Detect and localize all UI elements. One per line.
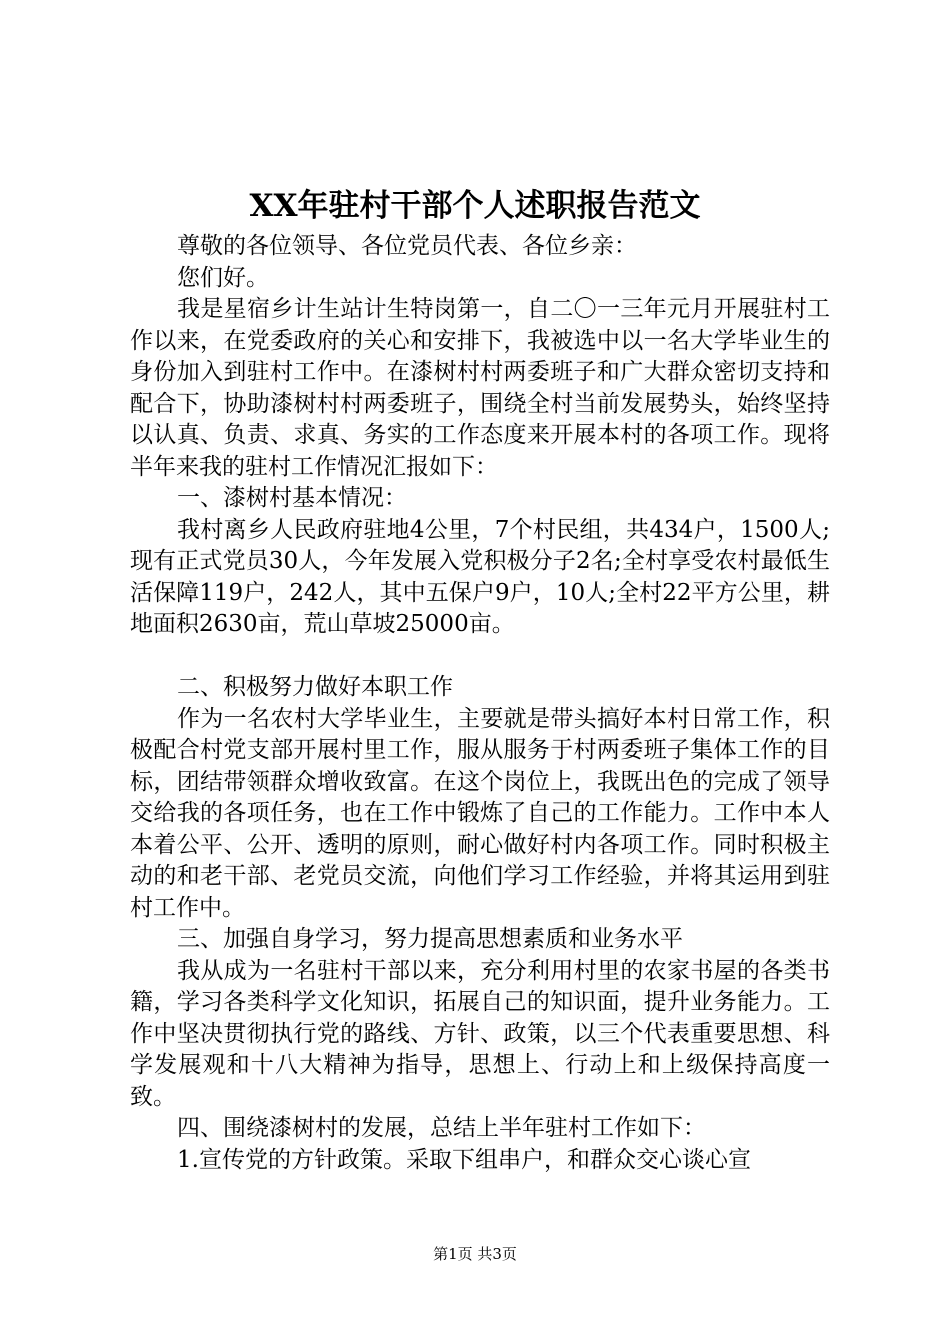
section-heading-1: 一、漆树村基本情况： [177,485,407,511]
section-heading-4: 四、围绕漆树村的发展，总结上半年驻村工作如下： [177,1115,706,1141]
list-item-1: 1.宣传党的方针政策。采取下组串户，和群众交心谈心宣 [177,1146,751,1173]
village-info-paragraph: 我村离乡人民政府驻地4公里，7个村民组，共434户，1500人;现有正式党员30人，今年发展入党积极分子2名;全村享受农村最低生活保障119户，242人，其中五保户9户，10人;全村22平方公里，耕地面积2630亩，荒山草坡25000亩。 [130,516,830,637]
study-paragraph: 我从成为一名驻村干部以来，充分利用村里的农家书屋的各类书籍，学习各类科学文化知识，拓展自己的知识面，提升业务能力。工作中坚决贯彻执行党的路线、方针、政策，以三个代表重要思想、科学发展观和十八大精神为指导，思想上、行动上和上级保持高度一致。 [130,957,830,1110]
salutation: 尊敬的各位领导、各位党员代表、各位乡亲： [177,233,637,259]
document-title: XX年驻村干部个人述职报告范文 [249,188,701,224]
section-heading-2: 二、积极努力做好本职工作 [177,674,453,700]
greeting: 您们好。 [177,264,269,291]
blank-line [130,641,830,673]
intro-paragraph: 我是星宿乡计生站计生特岗第一，自二〇一三年元月开展驻村工作以来，在党委政府的关心和安排下，我被选中以一名大学毕业生的身份加入到驻村工作中。在漆树村村两委班子和广大群众密切支持和配合下，协助漆树村村两委班子，围绕全村当前发展势头，始终坚持以认真、负责、求真、务实的工作态度来开展本村的各项工作。现将半年来我的驻村工作情况汇报如下： [130,296,830,480]
section-heading-3: 三、加强自身学习，努力提高思想素质和业务水平 [177,926,683,952]
duty-paragraph: 作为一名农村大学毕业生，主要就是带头搞好本村日常工作，积极配合村党支部开展村里工作，服从服务于村两委班子集体工作的目标，团结带领群众增收致富。在这个岗位上，我既出色的完成了领导交给我的各项任务，也在工作中锻炼了自己的工作能力。工作中本人本着公平、公开、透明的原则，耐心做好村内各项工作。同时积极主动的和老干部、老党员交流，向他们学习工作经验，并将其运用到驻村工作中。 [130,705,830,921]
page-footer: 第1页 共3页 [433,1245,517,1263]
document-body [130,231,830,1176]
